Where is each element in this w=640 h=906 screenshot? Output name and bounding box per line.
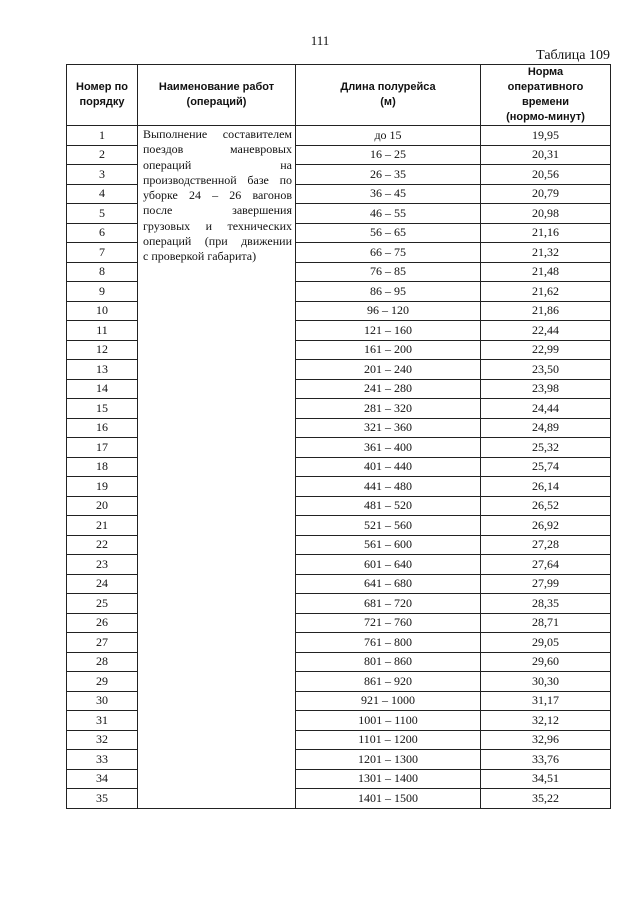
- row-number-cell: 28: [67, 652, 138, 672]
- row-number-cell: 6: [67, 223, 138, 243]
- time-norm-cell: 29,60: [481, 652, 611, 672]
- header-time-norm: [481, 65, 611, 126]
- row-number-cell: 32: [67, 730, 138, 750]
- row-number-cell: 19: [67, 477, 138, 497]
- header-line: оперативного: [507, 81, 584, 93]
- time-norm-cell: 26,52: [481, 496, 611, 516]
- operation-name-line: после завершения: [143, 203, 292, 218]
- time-norm-cell: 25,74: [481, 457, 611, 477]
- half-trip-length-cell: 161 – 200: [296, 340, 481, 360]
- half-trip-length-cell: 66 – 75: [296, 243, 481, 263]
- half-trip-length-cell: 641 – 680: [296, 574, 481, 594]
- half-trip-length-cell: 861 – 920: [296, 672, 481, 692]
- row-number-cell: 30: [67, 691, 138, 711]
- half-trip-length-cell: 361 – 400: [296, 438, 481, 458]
- half-trip-length-cell: 241 – 280: [296, 379, 481, 399]
- operation-name-line: Выполнение составителем: [143, 127, 292, 141]
- operation-name-cell: [138, 126, 296, 809]
- time-norm-cell: 34,51: [481, 769, 611, 789]
- row-number-cell: 29: [67, 672, 138, 692]
- row-number-cell: 16: [67, 418, 138, 438]
- half-trip-length-cell: 601 – 640: [296, 555, 481, 575]
- row-number-cell: 8: [67, 262, 138, 282]
- half-trip-length-cell: 46 – 55: [296, 204, 481, 224]
- half-trip-length-cell: 321 – 360: [296, 418, 481, 438]
- operation-name-line: операций на: [143, 157, 292, 172]
- half-trip-length-cell: 401 – 440: [296, 457, 481, 477]
- time-norm-cell: 27,64: [481, 555, 611, 575]
- half-trip-length-cell: 76 – 85: [296, 262, 481, 282]
- time-norm-cell: 29,05: [481, 633, 611, 653]
- half-trip-length-cell: 56 – 65: [296, 223, 481, 243]
- header-line: Норма: [527, 66, 564, 78]
- row-number-cell: 17: [67, 438, 138, 458]
- time-norm-cell: 32,96: [481, 730, 611, 750]
- header-line: (операций): [186, 96, 247, 108]
- half-trip-length-cell: 16 – 25: [296, 145, 481, 165]
- half-trip-length-cell: 561 – 600: [296, 535, 481, 555]
- half-trip-length-cell: 801 – 860: [296, 652, 481, 672]
- row-number-cell: 21: [67, 516, 138, 536]
- time-norm-cell: 30,30: [481, 672, 611, 692]
- header-line: Номер по: [76, 81, 128, 93]
- half-trip-length-cell: 1001 – 1100: [296, 711, 481, 731]
- time-norm-cell: 20,56: [481, 165, 611, 185]
- header-line: порядку: [79, 96, 125, 108]
- row-number-cell: 13: [67, 360, 138, 380]
- table-body: [67, 126, 611, 809]
- header-line: (м): [380, 96, 396, 108]
- time-norm-cell: 19,95: [481, 126, 611, 146]
- half-trip-length-cell: 96 – 120: [296, 301, 481, 321]
- operation-name-line: грузовых и технических: [143, 218, 292, 233]
- time-norm-cell: 31,17: [481, 691, 611, 711]
- time-norm-cell: 27,28: [481, 535, 611, 555]
- half-trip-length-cell: 481 – 520: [296, 496, 481, 516]
- row-number-cell: 12: [67, 340, 138, 360]
- half-trip-length-cell: 1401 – 1500: [296, 789, 481, 809]
- row-number-cell: 23: [67, 555, 138, 575]
- time-norm-cell: 21,48: [481, 262, 611, 282]
- row-number-cell: 7: [67, 243, 138, 263]
- half-trip-length-cell: 681 – 720: [296, 594, 481, 614]
- operation-name-line: производственной базе по: [143, 172, 292, 187]
- row-number-cell: 2: [67, 145, 138, 165]
- time-norm-cell: 26,14: [481, 477, 611, 497]
- header-line: (нормо-минут): [506, 111, 585, 123]
- row-number-cell: 9: [67, 282, 138, 302]
- row-number-cell: 14: [67, 379, 138, 399]
- time-norm-cell: 20,79: [481, 184, 611, 204]
- time-norm-cell: 21,32: [481, 243, 611, 263]
- operation-name-line: поездов маневровых: [143, 142, 292, 157]
- operation-name-line: операций (при движении: [143, 234, 292, 249]
- half-trip-length-cell: 721 – 760: [296, 613, 481, 633]
- half-trip-length-cell: 1101 – 1200: [296, 730, 481, 750]
- time-norm-cell: 28,35: [481, 594, 611, 614]
- row-number-cell: 27: [67, 633, 138, 653]
- time-norm-cell: 24,89: [481, 418, 611, 438]
- half-trip-length-cell: 761 – 800: [296, 633, 481, 653]
- header-half-trip-length: [296, 65, 481, 126]
- row-number-cell: 24: [67, 574, 138, 594]
- time-norm-cell: 35,22: [481, 789, 611, 809]
- half-trip-length-cell: до 15: [296, 126, 481, 146]
- row-number-cell: 34: [67, 769, 138, 789]
- time-norm-cell: 20,98: [481, 204, 611, 224]
- half-trip-length-cell: 1201 – 1300: [296, 750, 481, 770]
- time-norm-cell: 33,76: [481, 750, 611, 770]
- time-norm-cell: 27,99: [481, 574, 611, 594]
- page-number: 111: [310, 33, 330, 48]
- row-number-cell: 33: [67, 750, 138, 770]
- time-norm-cell: 21,86: [481, 301, 611, 321]
- half-trip-length-cell: 201 – 240: [296, 360, 481, 380]
- row-number-cell: 35: [67, 789, 138, 809]
- time-norm-cell: 23,98: [481, 379, 611, 399]
- header-operation-name: [138, 65, 296, 126]
- half-trip-length-cell: 441 – 480: [296, 477, 481, 497]
- row-number-cell: 1: [67, 126, 138, 146]
- table-caption: Таблица 109: [536, 48, 610, 63]
- time-norm-cell: 20,31: [481, 145, 611, 165]
- row-number-cell: 4: [67, 184, 138, 204]
- row-number-cell: 20: [67, 496, 138, 516]
- time-norm-cell: 25,32: [481, 438, 611, 458]
- table-row: [67, 126, 611, 146]
- time-norm-cell: 21,62: [481, 282, 611, 302]
- row-number-cell: 31: [67, 711, 138, 731]
- half-trip-length-cell: 121 – 160: [296, 321, 481, 341]
- half-trip-length-cell: 26 – 35: [296, 165, 481, 185]
- norms-table: [66, 64, 611, 809]
- operation-name-line: уборке 24 – 26 вагонов: [143, 188, 292, 203]
- row-number-cell: 3: [67, 165, 138, 185]
- time-norm-cell: 24,44: [481, 399, 611, 419]
- time-norm-cell: 21,16: [481, 223, 611, 243]
- half-trip-length-cell: 86 – 95: [296, 282, 481, 302]
- half-trip-length-cell: 921 – 1000: [296, 691, 481, 711]
- row-number-cell: 26: [67, 613, 138, 633]
- row-number-cell: 15: [67, 399, 138, 419]
- operation-name-line: с проверкой габарита): [143, 249, 257, 264]
- header-row-number: [67, 65, 138, 126]
- row-number-cell: 18: [67, 457, 138, 477]
- half-trip-length-cell: 521 – 560: [296, 516, 481, 536]
- time-norm-cell: 22,99: [481, 340, 611, 360]
- header-line: времени: [521, 96, 570, 108]
- row-number-cell: 10: [67, 301, 138, 321]
- half-trip-length-cell: 281 – 320: [296, 399, 481, 419]
- time-norm-cell: 28,71: [481, 613, 611, 633]
- row-number-cell: 25: [67, 594, 138, 614]
- time-norm-cell: 26,92: [481, 516, 611, 536]
- row-number-cell: 11: [67, 321, 138, 341]
- half-trip-length-cell: 1301 – 1400: [296, 769, 481, 789]
- table-header-row: [67, 65, 611, 126]
- time-norm-cell: 22,44: [481, 321, 611, 341]
- row-number-cell: 5: [67, 204, 138, 224]
- header-line: Длина полурейса: [340, 81, 436, 93]
- time-norm-cell: 32,12: [481, 711, 611, 731]
- half-trip-length-cell: 36 – 45: [296, 184, 481, 204]
- time-norm-cell: 23,50: [481, 360, 611, 380]
- row-number-cell: 22: [67, 535, 138, 555]
- header-line: Наименование работ: [158, 81, 275, 93]
